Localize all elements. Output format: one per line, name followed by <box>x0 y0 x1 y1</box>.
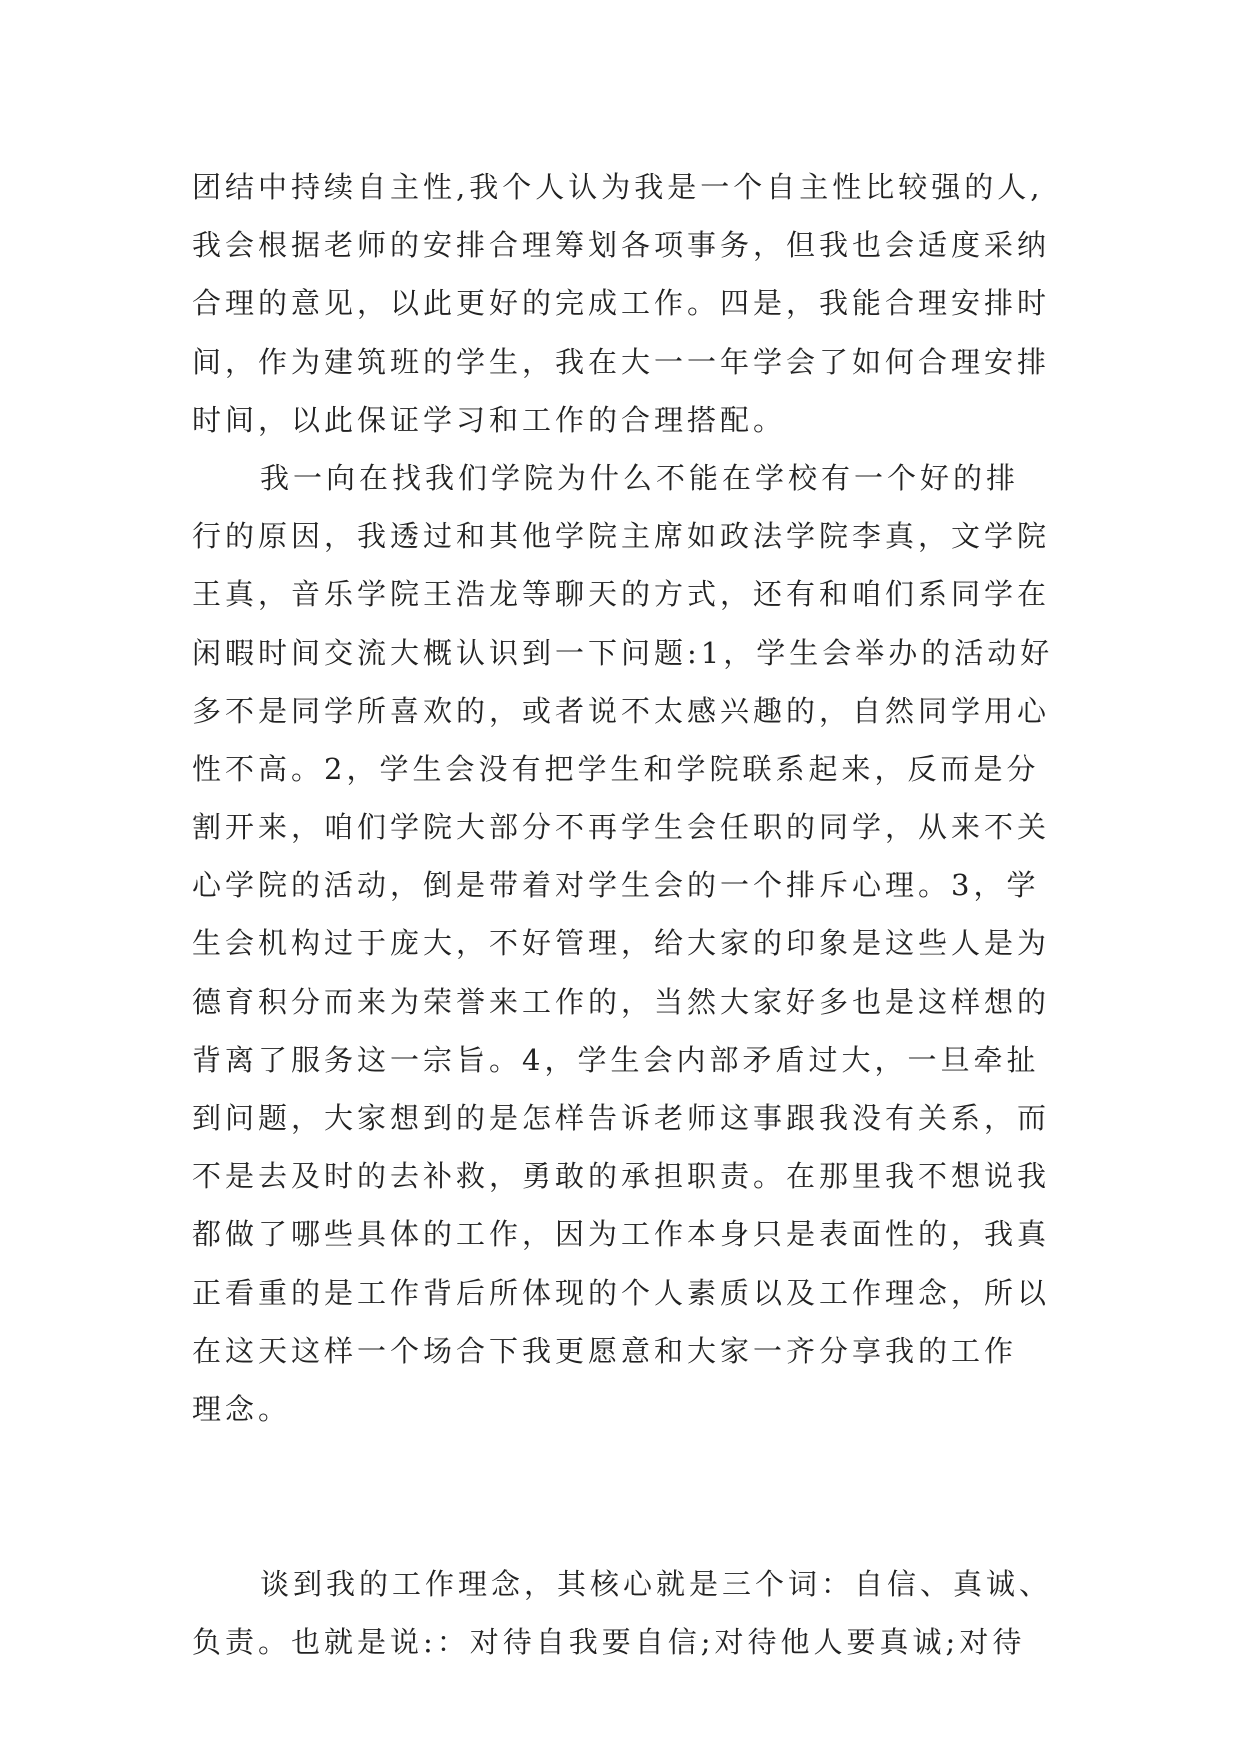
text-line: 德育积分而来为荣誉来工作的，当然大家好多也是这样想的 <box>192 984 1051 1019</box>
text-line: 到问题，大家想到的是怎样告诉老师这事跟我没有关系，而 <box>192 1101 1051 1135</box>
paragraph <box>192 1555 1092 1671</box>
text-line: 团结中持续自主性,我个人认为我是一个自主性比较强的人, <box>192 170 1044 204</box>
text-line: 负责。也就是说:：对待自我要自信;对待他人要真诚;对待 <box>192 1624 1026 1659</box>
paragraph <box>192 449 1092 1555</box>
text-line: 王真，音乐学院王浩龙等聊天的方式，还有和咱们系同学在 <box>192 577 1051 612</box>
paragraph <box>192 158 1092 449</box>
text-line: 正看重的是工作背后所体现的个人素质以及工作理念，所以 <box>192 1275 1051 1310</box>
text-line: 不是去及时的去补救，勇敢的承担职责。在那里我不想说我 <box>192 1159 1051 1194</box>
text-line: 心学院的活动，倒是带着对学生会的一个排斥心理。3，学 <box>192 868 1040 903</box>
text-line: 都做了哪些具体的工作，因为工作本身只是表面性的，我真 <box>192 1217 1051 1252</box>
text-line: 闲暇时间交流大概认识到一下问题:1，学生会举办的活动好 <box>192 635 1054 670</box>
text-line: 我一向在找我们学院为什么不能在学校有一个好的排 <box>260 460 1020 495</box>
text-line: 合理的意见，以此更好的完成工作。四是，我能合理安排时 <box>192 286 1051 321</box>
text-line: 理念。 <box>192 1391 292 1426</box>
text-line: 谈到我的工作理念，其核心就是三个词：自信、真诚、 <box>260 1566 1053 1601</box>
text-line <box>192 1438 1092 1496</box>
text-line <box>192 1496 1092 1554</box>
text-line: 生会机构过于庞大，不好管理，给大家的印象是这些人是为 <box>192 926 1051 961</box>
text-line: 时间，以此保证学习和工作的合理搭配。 <box>192 402 787 437</box>
text-line: 性不高。2，学生会没有把学生和学院联系起来，反而是分 <box>192 751 1040 786</box>
text-line: 割开来，咱们学院大部分不再学生会任职的同学，从来不关 <box>192 810 1051 845</box>
text-line: 背离了服务这一宗旨。4，学生会内部矛盾过大，一旦牵扯 <box>192 1042 1040 1077</box>
text-line: 行的原因，我透过和其他学院主席如政法学院李真，文学院 <box>192 519 1051 554</box>
text-line: 多不是同学所喜欢的，或者说不太感兴趣的，自然同学用心 <box>192 693 1051 728</box>
text-line: 在这天这样一个场合下我更愿意和大家一齐分享我的工作 <box>192 1333 1018 1368</box>
text-line: 间，作为建筑班的学生，我在大一一年学会了如何合理安排 <box>192 344 1051 379</box>
document-body <box>192 158 1092 1671</box>
text-line: 我会根据老师的安排合理筹划各项事务，但我也会适度采纳 <box>192 228 1051 263</box>
